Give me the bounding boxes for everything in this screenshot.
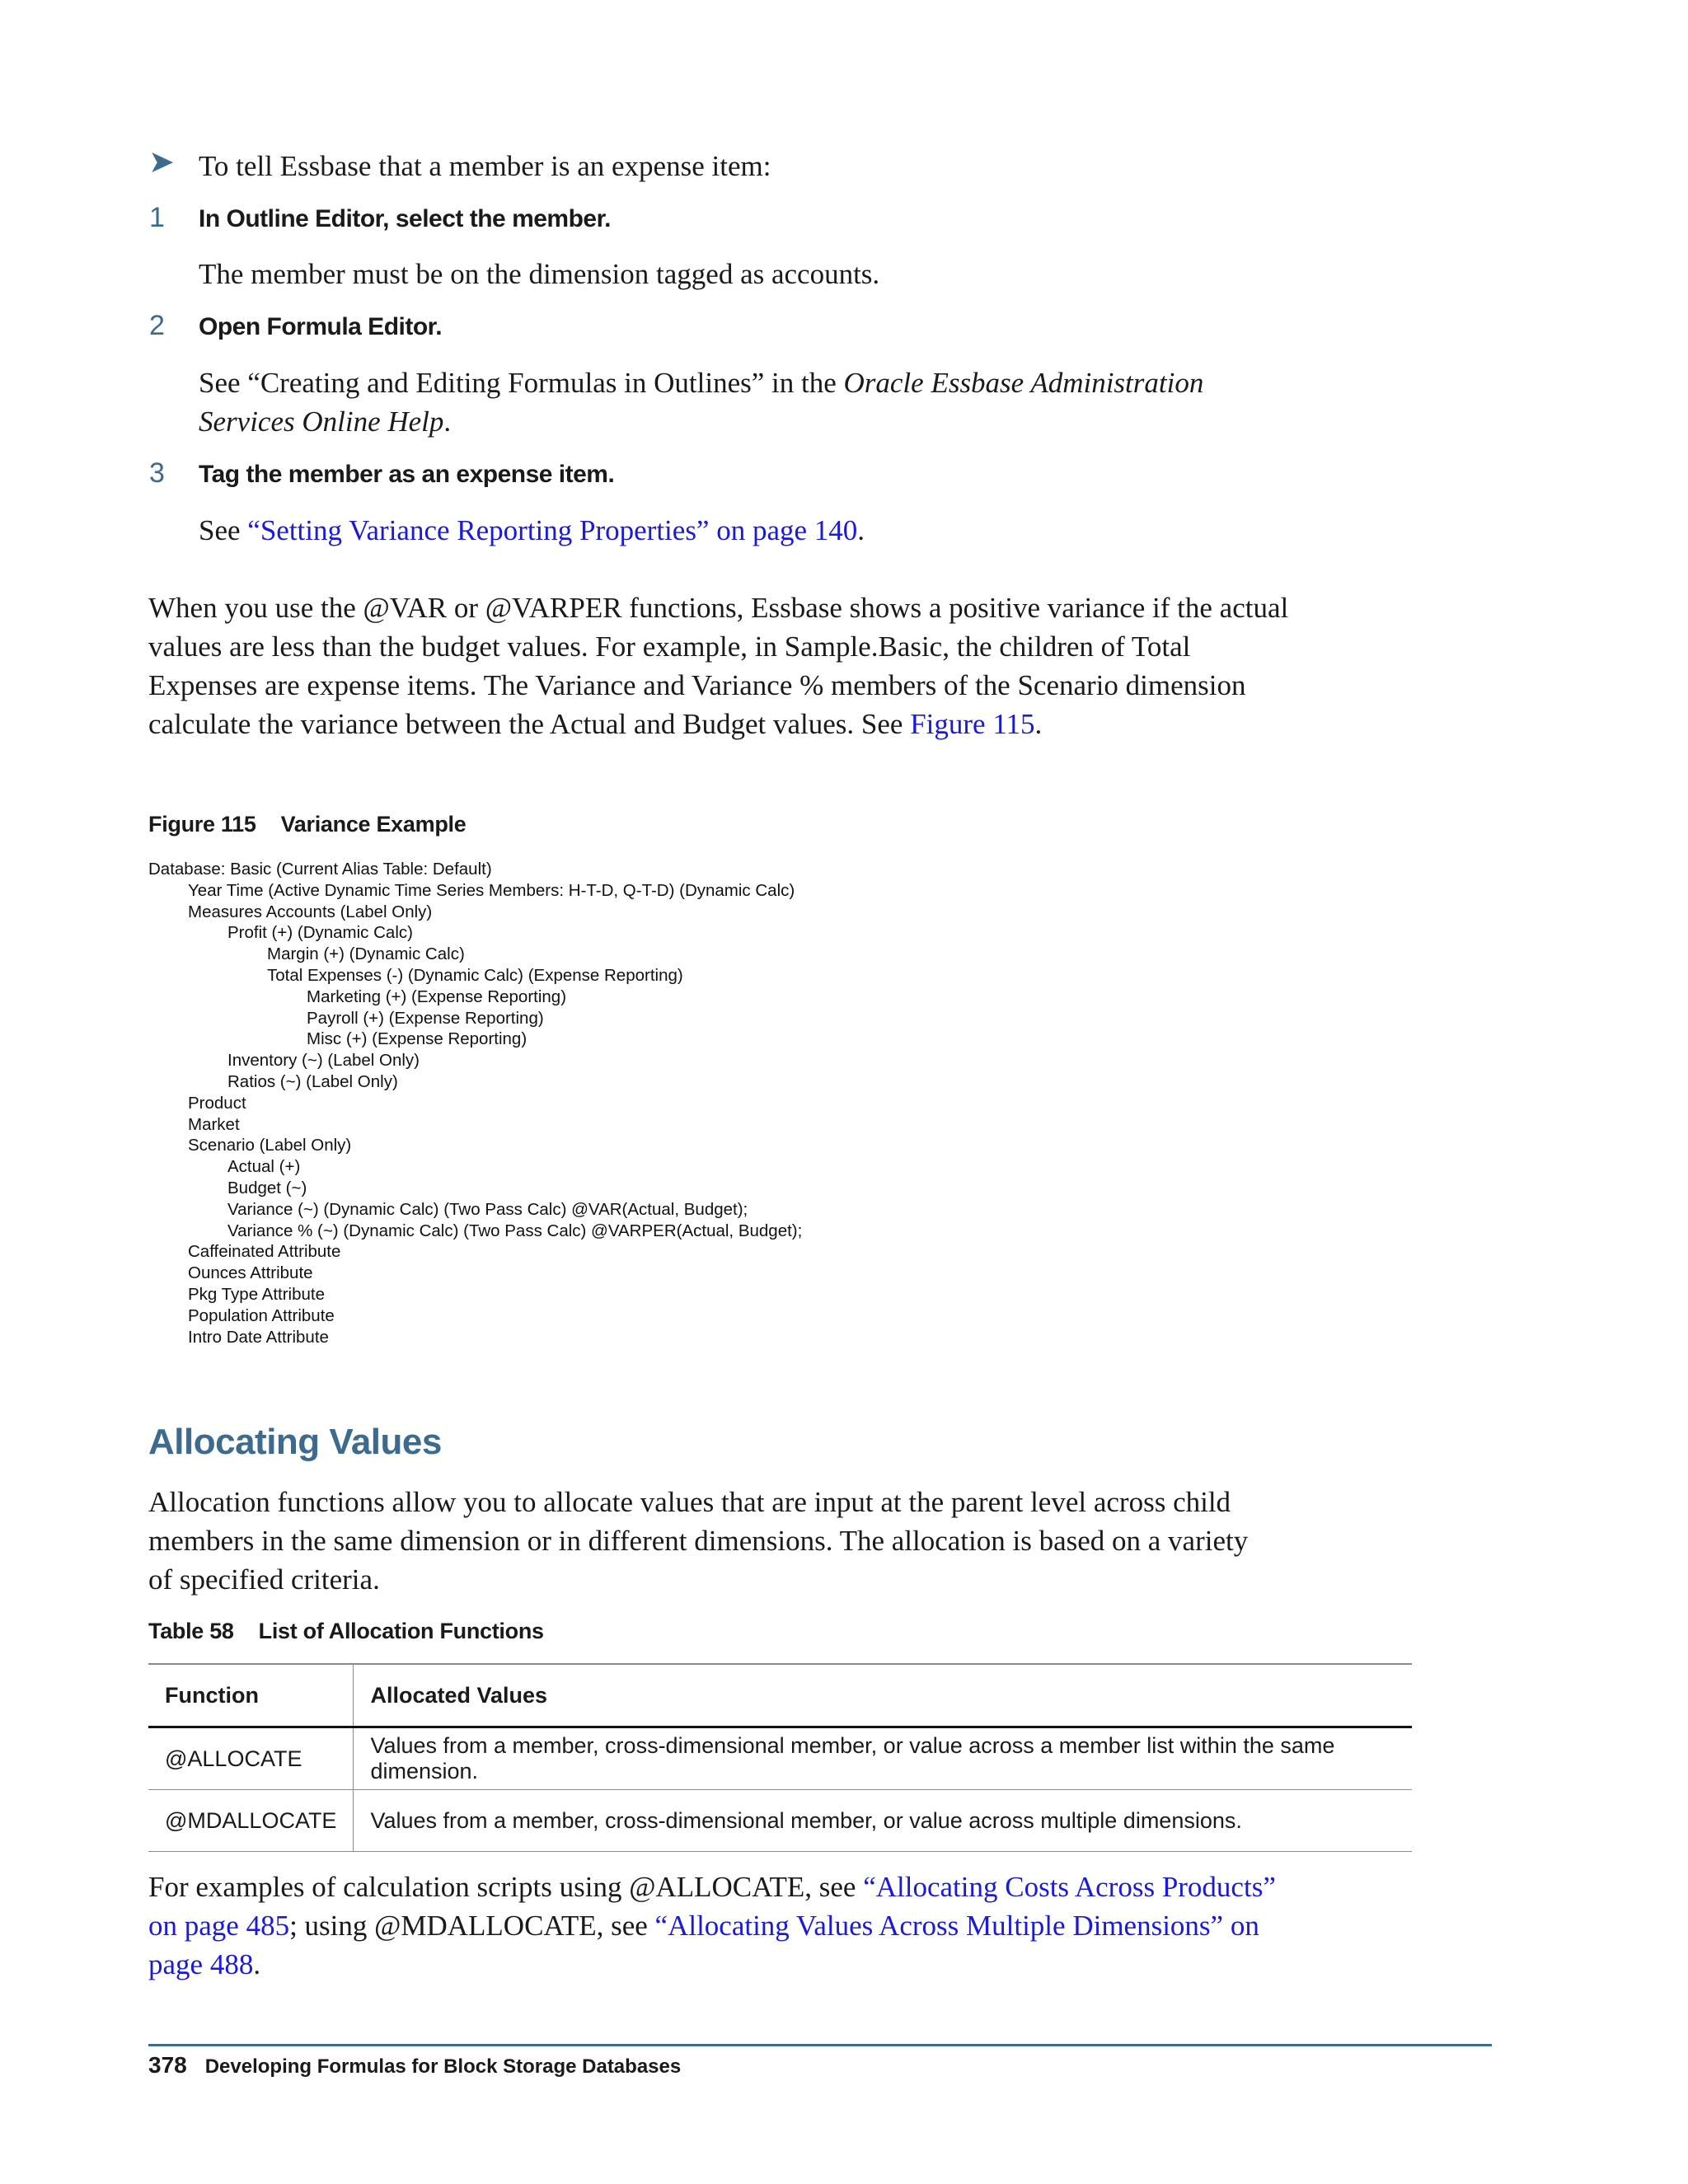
outline-member: Year Time (Active Dynamic Time Series Members: H-T-D, Q-T-D) (Dynamic Calc) [188, 880, 795, 900]
footer [148, 2052, 681, 2079]
step-detail-text: See “Creating and Editing Formulas in Outlines” in the [199, 367, 844, 399]
outline-member: Variance % (~) (Dynamic Calc) (Two Pass Calc) @VARPER(Actual, Budget); [227, 1221, 803, 1240]
paragraph-line [148, 1868, 1467, 1906]
outline-member: Pkg Type Attribute [188, 1284, 326, 1304]
doc-reference-title: Services Online Help [199, 405, 444, 438]
cross-reference-link[interactable]: “Setting Variance Reporting Properties” on page 140 [247, 514, 858, 546]
cross-reference-link[interactable]: on page 485 [148, 1910, 290, 1942]
paragraph-line: of specified criteria. [148, 1563, 380, 1596]
table-header-cell: Allocated Values [370, 1682, 548, 1708]
outline-member: Budget (~) [227, 1178, 307, 1197]
table-cell: Values from a member, cross-dimensional member, or value across multiple dimensions. [370, 1807, 1242, 1833]
paragraph-text: ; using @MDALLOCATE, see [289, 1910, 655, 1942]
step-detail: The member must be on the dimension tagged as accounts. [199, 258, 880, 290]
allocation-table [148, 1663, 1412, 1852]
step-detail-text: . [443, 405, 452, 438]
examples-paragraph [148, 1868, 1467, 1984]
footer-rule [148, 2044, 1492, 2046]
step-number: 2 [149, 310, 165, 341]
step-number: 1 [149, 202, 165, 233]
paragraph-line [148, 1906, 1467, 1945]
variance-paragraph [148, 588, 1467, 743]
outline-member: Population Attribute [188, 1305, 335, 1325]
section-heading: Allocating Values [148, 1422, 442, 1462]
table-number: Table 58 [148, 1619, 234, 1643]
figure-title: Variance Example [280, 812, 467, 837]
step-label: Open Formula Editor. [199, 313, 443, 340]
paragraph-line [148, 1945, 1467, 1984]
outline-member: Scenario (Label Only) [188, 1136, 352, 1155]
page-number: 378 [148, 2052, 187, 2078]
table-cell: @ALLOCATE [148, 1727, 354, 1790]
table-title: List of Allocation Functions [258, 1619, 544, 1643]
outline-member: Ounces Attribute [188, 1263, 313, 1283]
table-row [148, 1790, 1412, 1852]
allocation-table-wrapper [148, 1663, 1412, 1852]
outline-member: Ratios (~) (Label Only) [227, 1071, 398, 1091]
figure-caption [148, 812, 466, 837]
paragraph-line: Expenses are expense items. The Variance and Variance % members of the Scenario dimension [148, 669, 1246, 701]
cross-reference-link[interactable]: “Allocating Values Across Multiple Dimensions” on [654, 1910, 1259, 1942]
outline-member: Profit (+) (Dynamic Calc) [227, 923, 413, 943]
outline-member: Database: Basic (Current Alias Table: Default) [148, 860, 492, 879]
outline-member: Measures Accounts (Label Only) [188, 902, 433, 921]
step-number: 3 [149, 457, 165, 489]
paragraph-line [148, 705, 1467, 743]
outline-member: Total Expenses (-) (Dynamic Calc) (Expense Reporting) [267, 965, 683, 985]
step-detail [199, 511, 865, 550]
figure-number: Figure 115 [148, 812, 256, 837]
figure-link[interactable]: Figure 115 [910, 708, 1035, 740]
table-header-cell: Function [148, 1664, 354, 1727]
outline-member: Intro Date Attribute [188, 1327, 329, 1347]
paragraph-line: values are less than the budget values. For example, in Sample.Basic, the children of Total [148, 630, 1191, 663]
outline-member: Payroll (+) (Expense Reporting) [307, 1008, 544, 1028]
table-cell: @MDALLOCATE [148, 1790, 354, 1852]
outline-member: Marketing (+) (Expense Reporting) [307, 987, 567, 1006]
table-caption [148, 1619, 544, 1644]
outline-member: Product [188, 1093, 246, 1113]
allocation-paragraph [148, 1483, 1467, 1599]
paragraph-text: . [1034, 708, 1043, 740]
paragraph-line: members in the same dimension or in different dimensions. The allocation is based on a variety [148, 1525, 1249, 1557]
table-header-row [148, 1664, 1412, 1727]
paragraph-line: Allocation functions allow you to allocate values that are input at the parent level across child [148, 1486, 1231, 1518]
paragraph-text: . [253, 1948, 261, 1980]
outline-member: Caffeinated Attribute [188, 1242, 341, 1262]
outline-member: Inventory (~) (Label Only) [227, 1051, 420, 1071]
outline-member: Misc (+) (Expense Reporting) [307, 1029, 528, 1049]
step-detail-text: See [199, 514, 248, 546]
paragraph-text: calculate the variance between the Actual and Budget values. See [148, 708, 911, 740]
paragraph-line: When you use the @VAR or @VARPER functions, Essbase shows a positive variance if the actual [148, 592, 1289, 624]
chapter-title: Developing Formulas for Block Storage Databases [204, 2055, 682, 2078]
table-cell: Values from a member, cross-dimensional member, or value across a member list within the same dimension. [370, 1733, 1335, 1783]
cross-reference-link[interactable]: page 488 [148, 1948, 254, 1980]
paragraph-text: For examples of calculation scripts using @ALLOCATE, see [148, 1871, 864, 1903]
procedure-arrow-icon: ➤ [148, 145, 175, 180]
doc-reference-title: Oracle Essbase Administration [843, 367, 1204, 399]
table-row [148, 1727, 1412, 1790]
outline-member: Variance (~) (Dynamic Calc) (Two Pass Calc) @VAR(Actual, Budget); [227, 1199, 748, 1219]
step-detail-text: . [857, 514, 865, 546]
procedure-intro: To tell Essbase that a member is an expense item: [199, 150, 771, 182]
step-detail [199, 363, 1353, 441]
cross-reference-link[interactable]: “Allocating Costs Across Products” [863, 1871, 1276, 1903]
step-label: In Outline Editor, select the member. [199, 205, 611, 232]
outline-member: Actual (+) [227, 1157, 301, 1177]
outline-member: Margin (+) (Dynamic Calc) [267, 944, 465, 964]
outline-member: Market [188, 1114, 240, 1134]
outline-figure [148, 859, 1055, 1347]
step-label: Tag the member as an expense item. [199, 461, 615, 488]
